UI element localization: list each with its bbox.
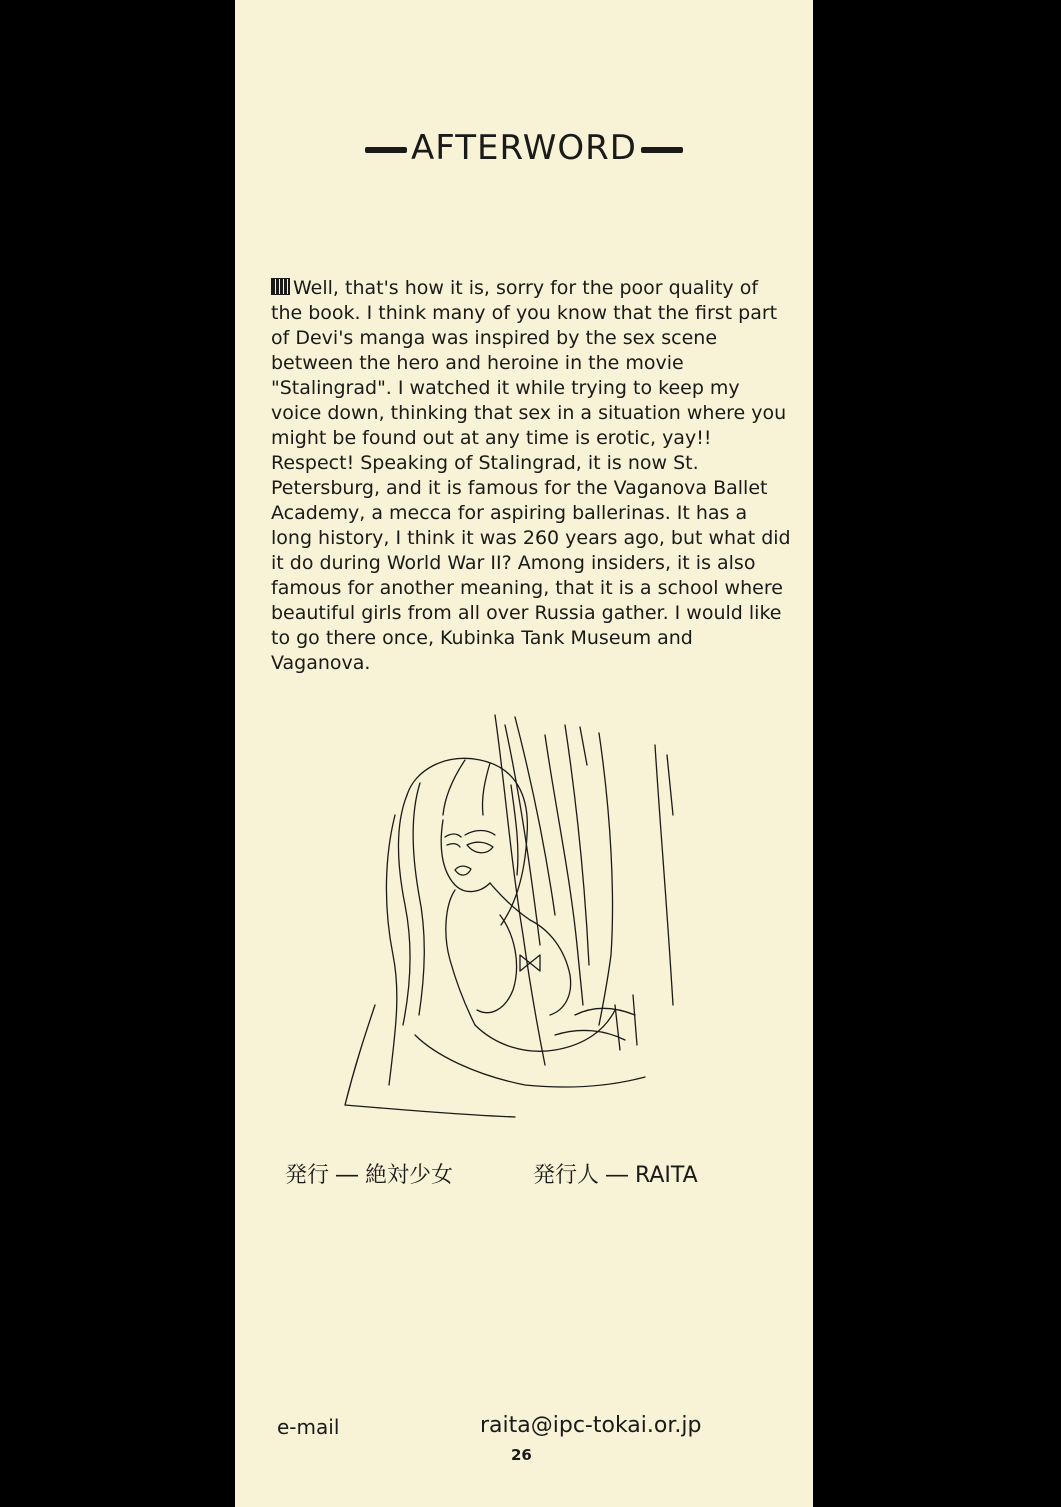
title-right-bar — [641, 147, 683, 153]
girl-illustration — [315, 705, 715, 1125]
email-label: e-mail — [277, 1415, 340, 1439]
box-mark-icon — [271, 278, 290, 295]
title-row — [235, 128, 813, 168]
email-address: raita@ipc-tokai.or.jp — [480, 1413, 702, 1438]
page-title: AFTERWORD — [411, 128, 637, 168]
page-number: 26 — [511, 1446, 532, 1464]
afterword-paragraph: Well, that's how it is, sorry for the poor quality of the book. I think many of you know that the first part of Devi's manga was inspired by the sex scene between the hero and heroine in the movie "Stalingrad". I watched it while trying to keep my voice down, thinking that sex in a situation where you might be found out at any time is erotic, yay!! Respect! Speaking of Stalingrad, it is now St. Petersburg, and it is famous for the Vaganova Ballet Academy, a mecca for aspiring ballerinas. It has a long history, I think it was 260 years ago, but what did it do during World War II? Among insiders, it is also famous for another meaning, that it is a school where beautiful girls from all over Russia gather. I would like to go there once, Kubinka Tank Museum and Vaganova. — [271, 277, 791, 674]
afterword-page — [235, 0, 813, 1507]
author-line: 発行人 ― RAITA — [533, 1163, 698, 1188]
publisher-line: 発行 ― 絶対少女 — [285, 1163, 453, 1188]
title-left-bar — [365, 147, 407, 153]
afterword-paragraph-block — [271, 276, 791, 676]
